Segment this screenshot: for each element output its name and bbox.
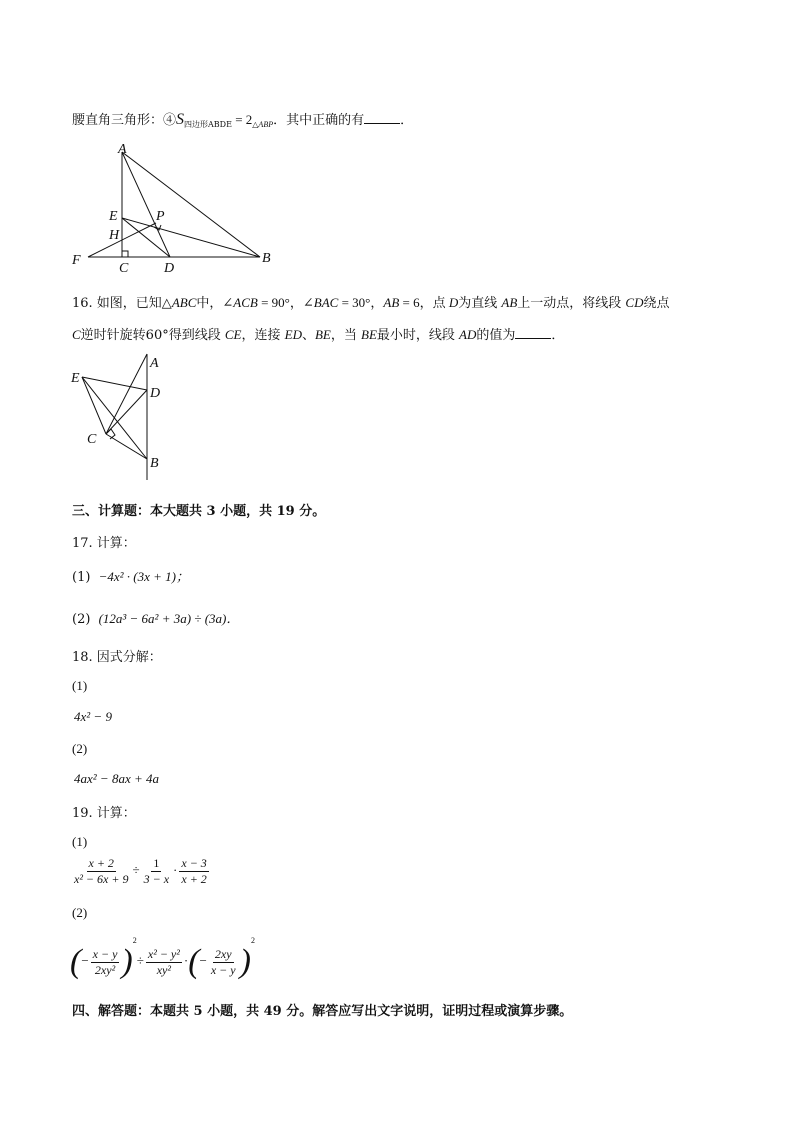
q19-expr-1: $\frac{x + 2}{\text{x² − 6x + 9}}$ ÷ $\frac{1}{3 - x}$ · $\frac{x - 3}{x + 2}$ bbox=[74, 856, 207, 886]
label-d: D bbox=[150, 386, 161, 401]
label-h: H bbox=[109, 228, 120, 243]
q15-prefix: 腰直角三角形：④ bbox=[72, 113, 177, 128]
var-acb: ACB bbox=[233, 295, 258, 310]
fraction bbox=[209, 947, 238, 978]
numerator: 1 bbox=[153, 856, 160, 870]
line-ca bbox=[106, 354, 147, 434]
numerator: 2xy bbox=[214, 946, 232, 961]
q17-expr-2: (12a³ − 6a² + 3a) ÷ (3a)． bbox=[98, 611, 240, 626]
fraction bbox=[179, 856, 208, 887]
q16-text: 16. 如图，已知△ bbox=[72, 296, 172, 311]
q16-end: ． bbox=[551, 328, 565, 343]
fraction bbox=[72, 856, 130, 887]
right-angle-c bbox=[122, 251, 128, 257]
part-label: (1) bbox=[72, 570, 91, 585]
denominator: 3 − x bbox=[143, 872, 170, 886]
exponent: 2 bbox=[132, 936, 137, 945]
var-be: BE bbox=[314, 327, 331, 342]
var-c: C bbox=[72, 327, 81, 342]
equals-two: = 2 bbox=[231, 112, 253, 127]
var-ab: AB bbox=[383, 295, 400, 310]
q17-part-2 bbox=[72, 608, 239, 627]
right-angle-p bbox=[154, 225, 161, 230]
var-ab: AB bbox=[501, 295, 518, 310]
line-ab bbox=[122, 152, 260, 257]
q16-text: 的值为 bbox=[476, 328, 516, 343]
var-abc: ABC bbox=[171, 295, 197, 310]
var-ad: AD bbox=[459, 327, 477, 342]
part-label: (2) bbox=[72, 612, 91, 627]
q15-end: ． bbox=[400, 113, 414, 128]
line-cd bbox=[106, 390, 147, 434]
q18-title: 18. 因式分解： bbox=[72, 650, 162, 665]
var-ed: ED bbox=[284, 327, 302, 342]
q17-part-1 bbox=[72, 566, 189, 585]
q16-text: ，连接 bbox=[241, 328, 285, 343]
denominator: x + 2 bbox=[181, 872, 207, 886]
section-4-heading: 四、解答题：本题共 5 小题，共 49 分。解答应写出文字说明，证明过程或演算步骤。 bbox=[72, 1004, 573, 1019]
label-a: A bbox=[118, 142, 127, 157]
q19-title: 19. 计算： bbox=[72, 806, 136, 821]
label-b: B bbox=[150, 456, 159, 471]
line-eb bbox=[122, 218, 260, 257]
q15-tail-line bbox=[72, 109, 413, 130]
q18-part-2-label: (2) bbox=[72, 741, 88, 756]
q18-part-1-label: (1) bbox=[72, 678, 88, 693]
q15-suffix: ．其中正确的有 bbox=[273, 113, 365, 128]
label-b: B bbox=[262, 251, 271, 266]
var-d: D bbox=[448, 295, 459, 310]
line-ec bbox=[82, 377, 106, 434]
var-cd: CD bbox=[625, 295, 644, 310]
answer-blank bbox=[364, 113, 400, 124]
q18-expr-1: 4x² − 9 bbox=[74, 709, 112, 724]
label-f: F bbox=[72, 253, 81, 268]
var-bac: BAC bbox=[313, 295, 339, 310]
q16-text: = 30°， bbox=[338, 295, 384, 310]
q19-part-2-label: (2) bbox=[72, 905, 88, 920]
q16-text: 最小时，线段 bbox=[376, 328, 460, 343]
numerator: x − y bbox=[92, 946, 118, 961]
q16-line-1 bbox=[72, 292, 670, 311]
label-p: P bbox=[156, 209, 165, 224]
q16-line-2 bbox=[72, 324, 564, 343]
var-ce: CE bbox=[224, 327, 242, 342]
line-ad bbox=[122, 152, 170, 257]
var-be: BE bbox=[361, 327, 377, 342]
denominator: x − y bbox=[210, 962, 236, 977]
q16-text: 绕点 bbox=[643, 296, 670, 311]
q16-text: 上一动点，将线段 bbox=[517, 296, 626, 311]
denominator: 2xy² bbox=[94, 962, 116, 977]
numerator: x − 3 bbox=[181, 856, 207, 870]
q16-text: 逆时针旋转60°得到线段 bbox=[80, 328, 225, 343]
label-e: E bbox=[71, 371, 80, 386]
label-c: C bbox=[119, 261, 129, 272]
label-c: C bbox=[87, 432, 97, 447]
answer-blank bbox=[515, 328, 551, 339]
label-d: D bbox=[164, 261, 175, 272]
q16-text: 为直线 bbox=[458, 296, 502, 311]
numerator: x + 2 bbox=[88, 856, 114, 870]
label-e: E bbox=[109, 209, 118, 224]
q19-part-1-label: (1) bbox=[72, 834, 88, 849]
denominator: xy² bbox=[156, 962, 171, 977]
fraction bbox=[91, 947, 120, 978]
triangle-subscript: △ABP bbox=[252, 120, 274, 129]
q16-text: 、 bbox=[301, 328, 315, 343]
q16-text: ，当 bbox=[330, 328, 362, 343]
q18-expr-2: 4ax² − 8ax + 4a bbox=[74, 771, 159, 786]
section-3-heading: 三、计算题：本大题共 3 小题，共 19 分。 bbox=[72, 504, 326, 519]
s-symbol: S bbox=[176, 111, 185, 128]
q16-text: 中，∠ bbox=[196, 296, 234, 311]
figure-16 bbox=[62, 352, 172, 484]
s-subscript: 四边形ABDE bbox=[184, 120, 232, 129]
exponent: 2 bbox=[250, 936, 255, 945]
q17-title: 17. 计算： bbox=[72, 536, 136, 551]
line-ed bbox=[82, 377, 147, 390]
q17-expr-1: −4x² · (3x + 1)； bbox=[98, 569, 189, 584]
figure-15 bbox=[60, 140, 280, 272]
numerator: x² − y² bbox=[147, 946, 180, 961]
fraction bbox=[142, 856, 171, 887]
label-a: A bbox=[150, 356, 159, 371]
q19-expr-2: (− $\frac{x - y}{\text{2xy²}}$ )$^2$÷ $\frac{\text{x² − y²}}{\text{xy²}}$ ·(− $\frac{2xy}{x - y}$ )$^2$ bbox=[70, 936, 255, 981]
q16-text: = 6，点 bbox=[399, 295, 449, 310]
fraction bbox=[146, 947, 182, 978]
q16-text: = 90°，∠ bbox=[257, 295, 314, 310]
denominator: x² − 6x + 9 bbox=[74, 872, 129, 886]
